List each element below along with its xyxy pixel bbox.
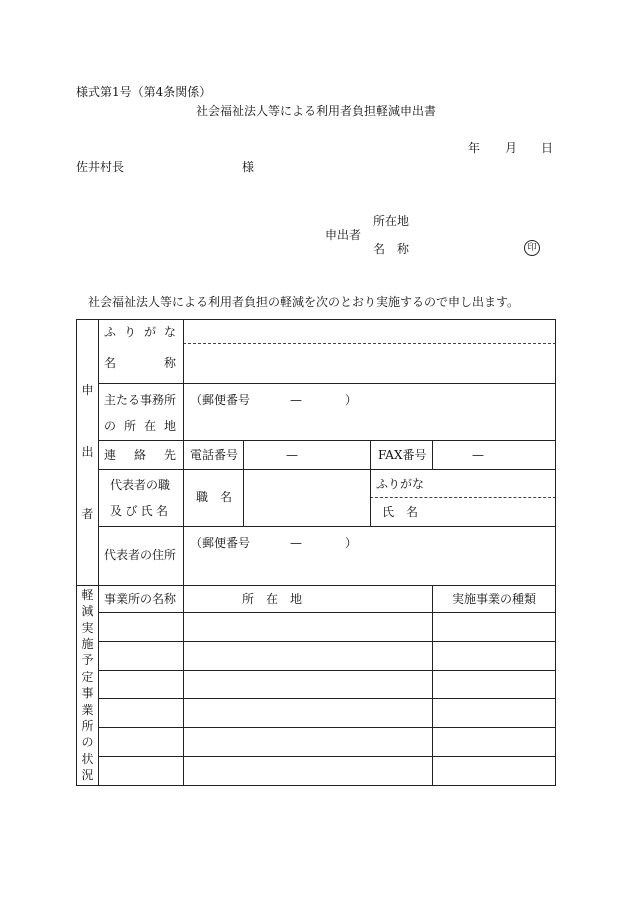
label-name bbox=[104, 357, 176, 369]
form-number: 様式第1号（第4条関係） bbox=[76, 85, 212, 99]
label-char: 氏 bbox=[140, 504, 153, 518]
side-label-char: 況 bbox=[81, 767, 94, 782]
applicant-address-label: 所在地 bbox=[373, 214, 410, 228]
fax-dash: — bbox=[472, 448, 484, 462]
label-contact bbox=[104, 449, 176, 461]
label-char: 称 bbox=[163, 356, 176, 370]
label-char: 地 bbox=[163, 419, 176, 433]
office-postal-open: （郵便番号 bbox=[190, 393, 251, 407]
label-char: が bbox=[143, 325, 156, 339]
label-rep-address: 代表者の住所 bbox=[104, 548, 177, 562]
applicant-name-label: 名 称 bbox=[373, 242, 410, 256]
side-label-char: 状 bbox=[81, 751, 94, 766]
label-fax: FAX番号 bbox=[378, 448, 427, 462]
label-representative-1: 代表者の職 bbox=[110, 478, 171, 492]
col-location: 所 在 地 bbox=[242, 592, 303, 606]
label-char: の bbox=[104, 419, 117, 433]
side-label-char: 申 bbox=[81, 383, 94, 397]
side-label-char: 施 bbox=[81, 637, 94, 652]
date-year-label: 年 bbox=[468, 141, 481, 155]
label-char: 連 bbox=[104, 448, 117, 462]
label-char: 及 bbox=[110, 504, 123, 518]
side-label-char: 実 bbox=[81, 620, 94, 635]
side-label-char: の bbox=[81, 735, 94, 750]
label-furigana bbox=[104, 326, 176, 338]
side-label-char: 出 bbox=[81, 445, 94, 459]
side-label-planned-offices bbox=[81, 589, 94, 781]
rep-postal-dash: — bbox=[290, 536, 302, 550]
label-char: ふ bbox=[104, 325, 117, 339]
label-rep-furigana: ふりがな bbox=[376, 477, 425, 491]
label-position: 職 名 bbox=[196, 490, 233, 504]
date-month-label: 月 bbox=[505, 141, 518, 155]
label-char: り bbox=[123, 325, 136, 339]
office-postal-close: ） bbox=[345, 393, 358, 407]
label-char: 先 bbox=[163, 448, 176, 462]
date-day-label: 日 bbox=[541, 141, 554, 155]
document-title: 社会福祉法人等による利用者負担軽減申出書 bbox=[196, 104, 437, 118]
addressee-honorific: 様 bbox=[242, 160, 255, 174]
label-representative-2 bbox=[110, 505, 168, 517]
label-char: な bbox=[163, 325, 176, 339]
label-rep-name: 氏 名 bbox=[382, 505, 419, 519]
rep-postal-open: （郵便番号 bbox=[190, 536, 251, 550]
side-label-char: 予 bbox=[81, 653, 94, 668]
office-postal-dash: — bbox=[290, 393, 302, 407]
label-char: び bbox=[125, 504, 138, 518]
rep-postal-close: ） bbox=[345, 536, 358, 550]
side-label-applicant bbox=[81, 319, 94, 585]
label-char: 絡 bbox=[133, 448, 146, 462]
label-char: 在 bbox=[143, 419, 156, 433]
phone-dash: — bbox=[286, 448, 298, 462]
label-char: 所 bbox=[123, 419, 136, 433]
side-label-char: 事 bbox=[81, 686, 94, 701]
label-char: 名 bbox=[155, 504, 168, 518]
seal-mark: 印 bbox=[524, 240, 540, 256]
side-label-char: 軽 bbox=[81, 588, 94, 602]
col-office-name: 事業所の名称 bbox=[104, 592, 177, 606]
col-service-type: 実施事業の種類 bbox=[452, 592, 537, 606]
side-label-char: 業 bbox=[81, 702, 94, 717]
label-main-office-1: 主たる事務所 bbox=[104, 393, 177, 407]
side-label-char: 減 bbox=[81, 604, 94, 619]
label-main-office-2 bbox=[104, 420, 176, 432]
applicant-label: 申出者 bbox=[325, 228, 362, 242]
label-phone: 電話番号 bbox=[190, 448, 239, 462]
intro-text: 社会福祉法人等による利用者負担の軽減を次のとおり実施するので申し出ます。 bbox=[88, 295, 520, 309]
addressee-name: 佐井村長 bbox=[76, 160, 125, 174]
side-label-char: 定 bbox=[81, 669, 94, 684]
label-char: 名 bbox=[104, 356, 117, 370]
side-label-char: 者 bbox=[81, 507, 94, 521]
side-label-char: 所 bbox=[81, 718, 94, 733]
